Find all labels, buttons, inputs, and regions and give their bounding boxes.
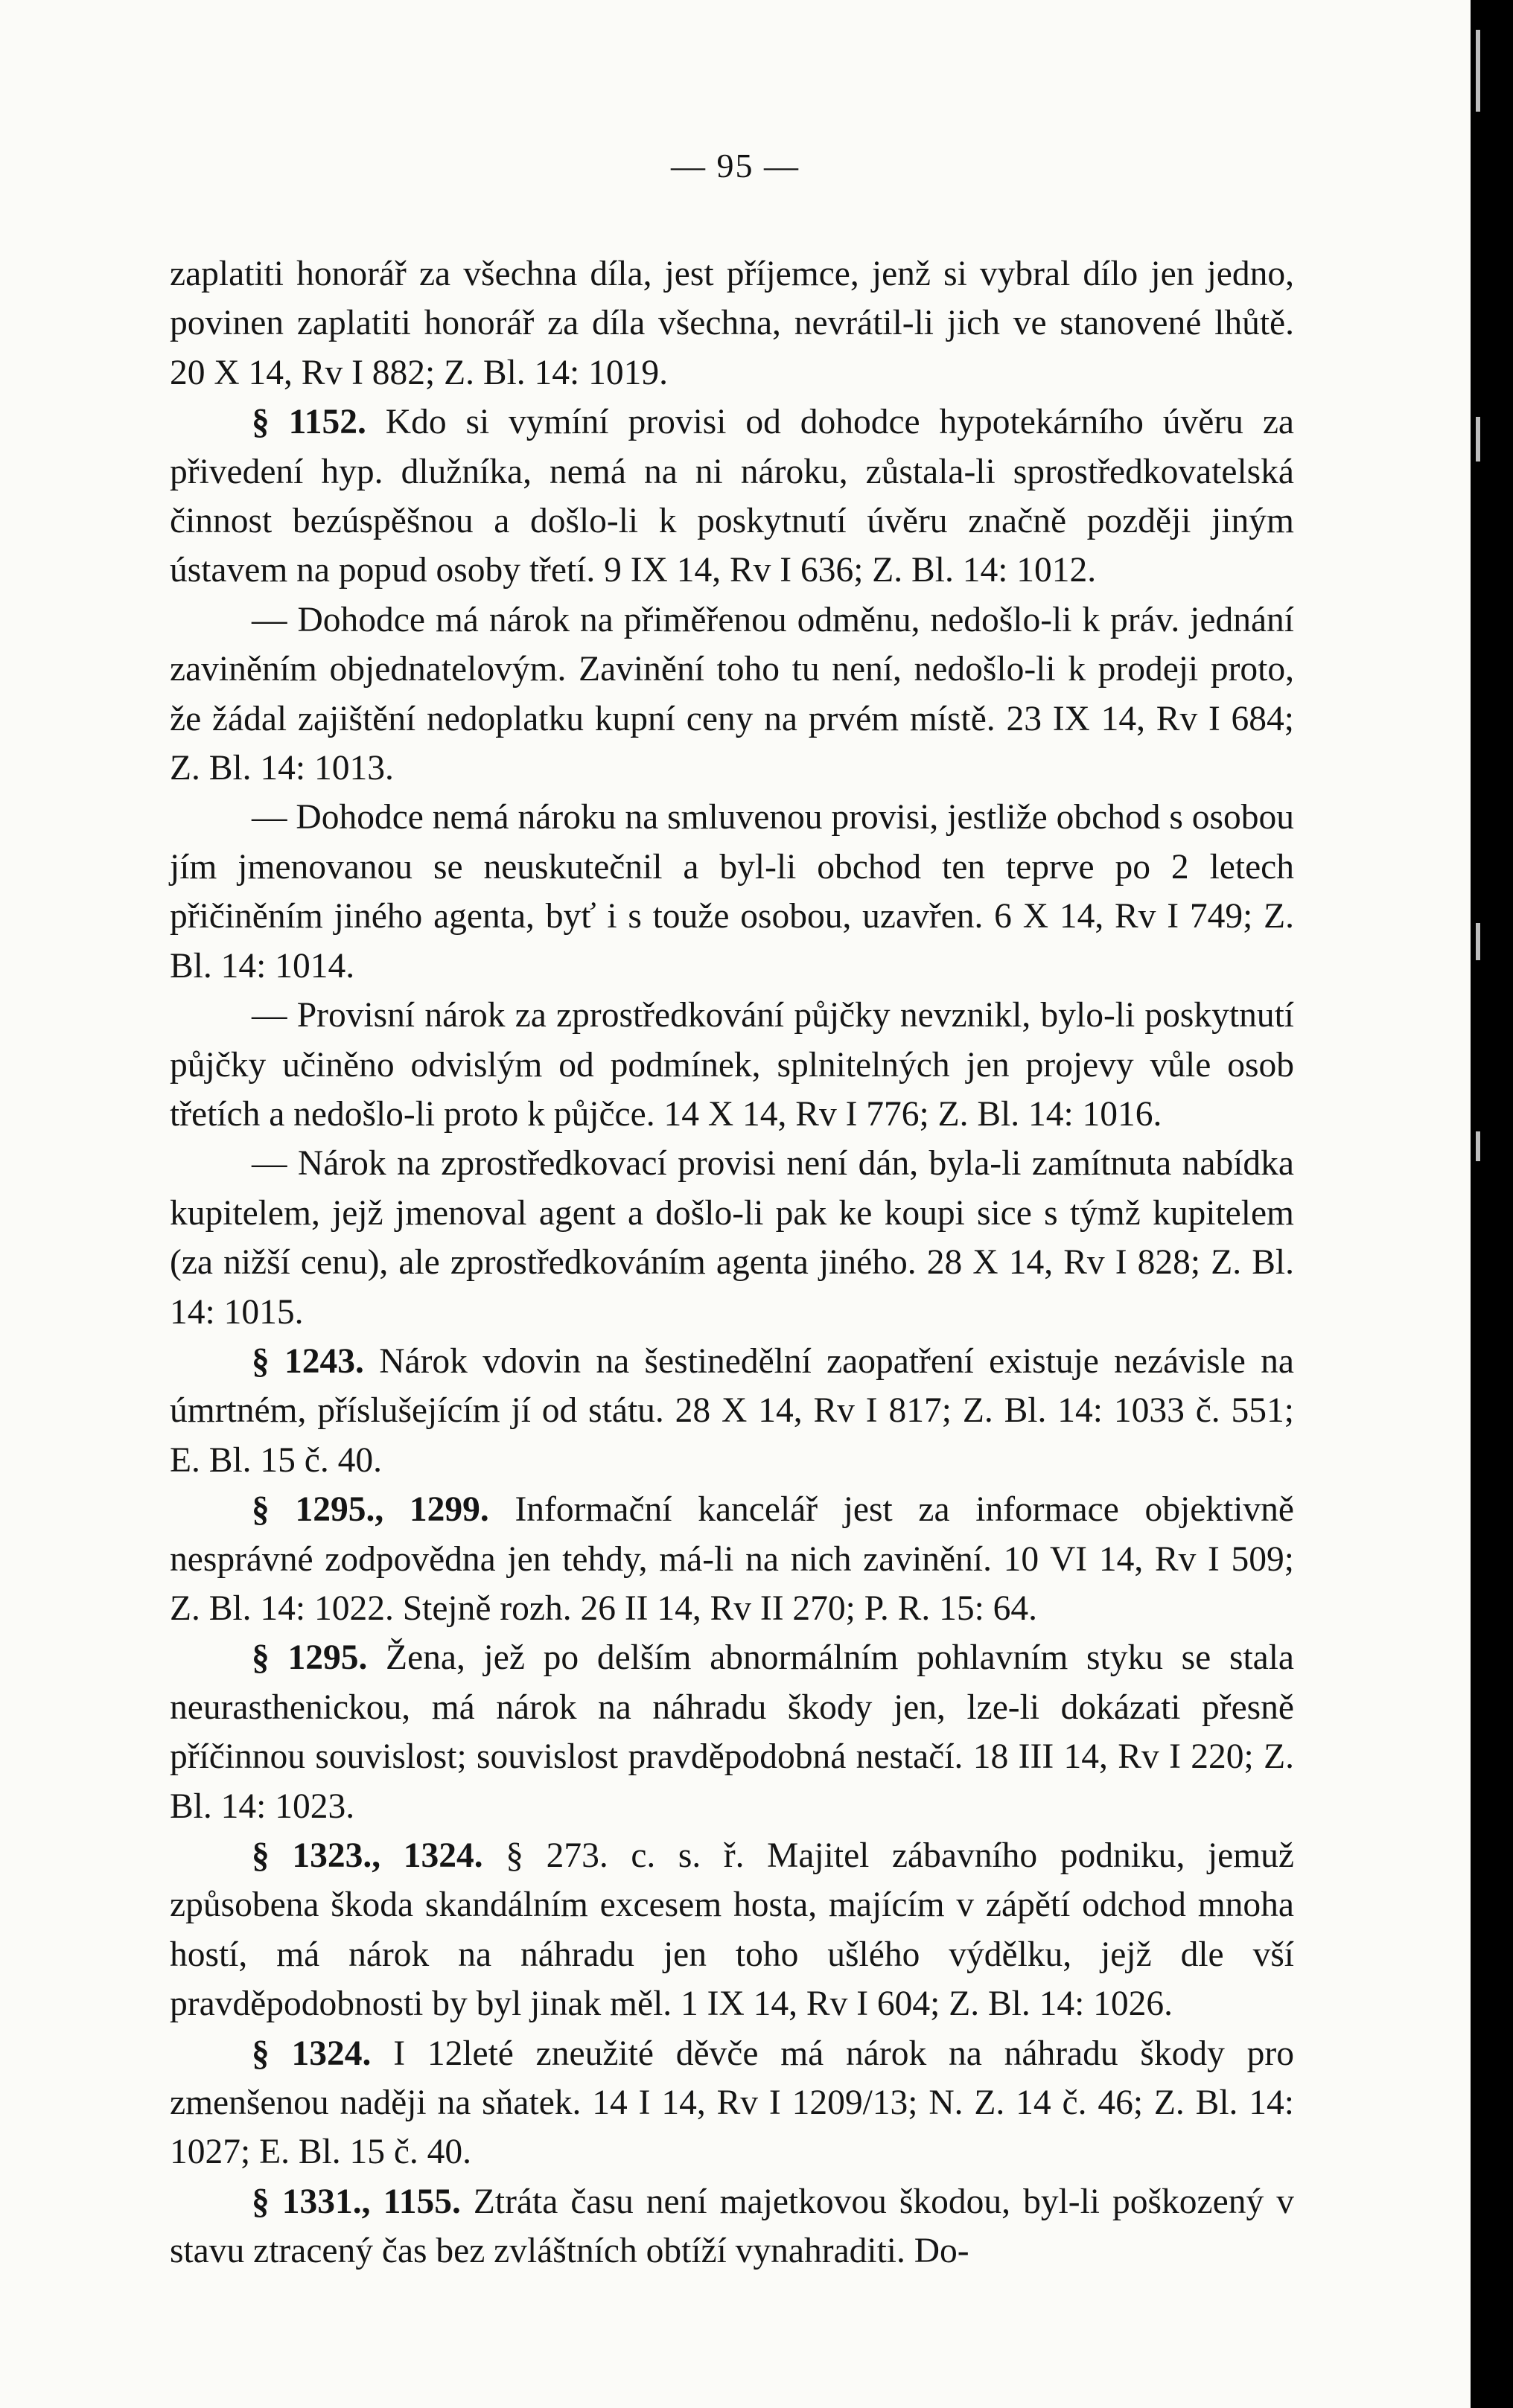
paragraph	[170, 1633, 1294, 1831]
section-label: § 1331., 1155.	[252, 2182, 461, 2221]
body-text	[170, 249, 1294, 2276]
binding-mark	[1476, 30, 1480, 112]
paragraph-text: Ztráta času není majetkovou škodou, byl-li poškozený v stavu ztracený čas bez zvláštních obtíží vynahraditi. Do-	[170, 2182, 1294, 2271]
paragraph-text: Žena, jež po delším abnormálním pohlavním styku se stala neurasthenickou, má nárok na náhradu škody jen, lze-li dokázati přesně příčinnou souvislost; souvislost pravděpodobná nestačí. 18 III 14, Rv I 220; Z. Bl. 14: 1023.	[170, 1638, 1295, 1826]
paragraph-text: I 12leté zneužité děvče má nárok na náhradu škody pro zmenšenou naději na sňatek. 14 I 14, Rv I 1209/13; N. Z. 14 č. 46; Z. Bl. 14: 1027; E. Bl. 15 č. 40.	[170, 2034, 1294, 2172]
page-number: — 95 —	[671, 147, 800, 185]
binding-mark	[1476, 417, 1480, 462]
paragraph	[170, 2029, 1294, 2177]
binding-mark	[1476, 923, 1480, 960]
section-label: § 1323., 1324.	[252, 1836, 483, 1875]
paragraph	[170, 793, 1294, 991]
scan-edge	[1471, 0, 1513, 2408]
paragraph	[170, 1831, 1294, 2029]
paragraph-text: § 273. c. s. ř. Majitel zábavního podniku, jemuž způsobena škoda skandálním excesem hosta, majícím v zápětí odchod mnoha hostí, má nárok na náhradu jen toho ušlého výdělku, jejž dle vší pravděpodobnosti by byl jinak měl. 1 IX 14, Rv I 604; Z. Bl. 14: 1026.	[170, 1836, 1295, 2024]
paragraph	[170, 1337, 1294, 1485]
paragraph-text: zaplatiti honorář za všechna díla, jest příjemce, jenž si vybral dílo jen jedno, povinen zaplatiti honorář za díla všechna, nevrátil-li jich ve stanovené lhůtě. 20 X 14, Rv I 882; Z. Bl. 14: 1019.	[170, 255, 1294, 392]
paragraph	[170, 991, 1294, 1139]
paragraph-text: — Provisní nárok za zprostředkování půjčky nevznikl, bylo-li poskytnutí půjčky učiněno odvislým od podmínek, splnitelných jen projevy vůle osob třetích a nedošlo-li proto k půjčce. 14 X 14, Rv I 776; Z. Bl. 14: 1016.	[170, 996, 1294, 1134]
paragraph-text: — Dohodce nemá nároku na smluvenou provisi, jestliže obchod s osobou jím jmenovanou se neuskutečnil a byl-li obchod ten teprve po 2 letech přičiněním jiného agenta, byť i s touže osobou, uzavřen. 6 X 14, Rv I 749; Z. Bl. 14: 1014.	[170, 798, 1294, 986]
paragraph	[170, 249, 1294, 397]
section-label: § 1152.	[252, 403, 366, 442]
paragraph	[170, 1485, 1294, 1633]
paragraph-text: Informační kancelář jest za informace objektivně nesprávné zodpovědna jen tehdy, má-li na nich zavinění. 10 VI 14, Rv I 509; Z. Bl. 14: 1022. Stejně rozh. 26 II 14, Rv II 270; P. R. 15: 64.	[170, 1490, 1294, 1628]
binding-mark	[1476, 1131, 1480, 1161]
paragraph-text: Nárok vdovin na šestinedělní zaopatření existuje nezávisle na úmrtném, příslušejícím jí od státu. 28 X 14, Rv I 817; Z. Bl. 14: 1033 č. 551; E. Bl. 15 č. 40.	[170, 1341, 1295, 1480]
paragraph	[170, 397, 1294, 595]
paragraph	[170, 595, 1294, 793]
section-label: § 1295.	[252, 1638, 368, 1678]
paragraph-text: — Dohodce má nárok na přiměřenou odměnu, nedošlo-li k práv. jednání zaviněním objednatelovým. Zavinění toho tu není, nedošlo-li k prodeji proto, že žádal zajištění nedoplatku kupní ceny na prvém místě. 23 IX 14, Rv I 684; Z. Bl. 14: 1013.	[170, 600, 1294, 788]
section-label: § 1324.	[252, 2034, 372, 2073]
section-label: § 1295., 1299.	[252, 1490, 489, 1530]
paragraph-text: Kdo si vymíní provisi od dohodce hypotekárního úvěru za přivedení hyp. dlužníka, nemá na ni nároku, zůstala-li sprostředkovatelská činnost bezúspěšnou a došlo-li k poskytnutí úvěru značně později jiným ústavem na popud osoby třetí. 9 IX 14, Rv I 636; Z. Bl. 14: 1012.	[170, 403, 1294, 590]
paragraph-text: — Nárok na zprostředkovací provisi není dán, byla-li zamítnuta nabídka kupitelem, jejž jmenoval agent a došlo-li pak ke koupi sice s týmž kupitelem (za nižší cenu), ale zprostředkováním agenta jiného. 28 X 14, Rv I 828; Z. Bl. 14: 1015.	[170, 1144, 1294, 1332]
section-label: § 1243.	[252, 1341, 364, 1381]
paragraph	[170, 2177, 1294, 2276]
paragraph	[170, 1139, 1294, 1337]
